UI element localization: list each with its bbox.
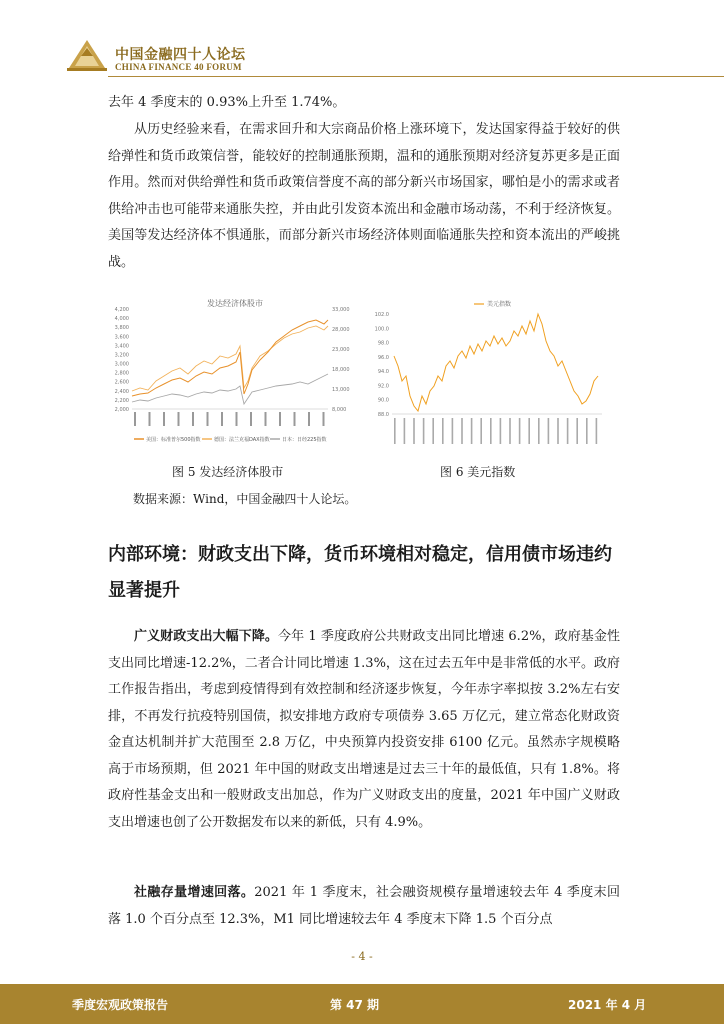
x-tick-label [500,418,502,444]
logo-chinese-text: 中国金融四十人论坛 [115,47,246,63]
legend-usd-index: 美元指数 [487,301,512,308]
paragraph-fiscal [108,624,620,836]
y-tick-label: 96.0 [377,354,389,361]
logo-english-text: CHINA FINANCE 40 FORUM [115,62,242,72]
x-tick-label [192,412,194,426]
y-tick-label: 2,800 [114,370,129,377]
x-tick-label [236,412,238,426]
forum-logo-icon [67,38,107,72]
x-tick-label [308,412,310,426]
x-tick-label [576,418,578,444]
x-tick-label [323,412,325,426]
x-tick-label [404,418,406,444]
x-tick-label [250,412,252,426]
x-tick-label [528,418,530,444]
x-tick-label [509,418,511,444]
paragraph-continued: 去年 4 季度末的 0.93%上升至 1.74%。 [108,95,346,110]
x-tick-label [586,418,588,444]
y-tick-label: 4,200 [114,307,129,313]
x-tick-label [149,412,151,426]
y-tick-label: 88.0 [377,412,389,418]
y2-tick-label: 28,000 [332,327,350,333]
x-tick-label [548,418,550,444]
y2-tick-label: 33,000 [332,307,350,313]
x-tick-label [207,412,209,426]
chart-title: 发达经济体股市 [207,299,263,308]
y2-tick-label: 8,000 [332,407,347,413]
page-header [0,0,724,80]
x-tick-label [490,418,492,444]
footer-report-name: 季度宏观政策报告 [72,998,169,1012]
figure5-caption: 图 5 发达经济体股市 [172,465,284,479]
x-tick-label [394,418,396,444]
y-tick-label: 3,000 [114,361,129,368]
x-tick-label [413,418,415,444]
y2-tick-label: 23,000 [332,347,350,353]
series-usd-index [394,314,598,411]
series-nikkei [132,374,328,404]
y-tick-label: 102.0 [374,312,389,318]
x-tick-label [265,412,267,426]
y-tick-label: 3,400 [114,343,129,350]
footer-issue: 第 47 期 [330,998,380,1012]
y-tick-label: 90.0 [377,397,389,404]
x-tick-label [461,418,463,444]
x-tick-label [567,418,569,444]
paragraph-financing-body: 2021 年 1 季度末，社会融资规模存量增速较去年 4 季度末回落 1.0 个百分点至 12.3%，M1 同比增速较去年 4 季度末下降 1.5 个百分点 [108,885,620,927]
paragraph-lead-financing: 社融存量增速回落。 [134,885,255,900]
y-tick-label: 100.0 [374,326,389,333]
y2-tick-label: 18,000 [332,367,350,373]
x-tick-label [471,418,473,444]
series-sp500 [132,320,328,396]
legend-label: 日本：日经225指数 [282,437,327,443]
footer-date: 2021 年 4 月 [568,998,647,1012]
y2-tick-label: 13,000 [332,387,350,393]
x-tick-label [442,418,444,444]
x-tick-label [294,412,296,426]
section-heading: 内部环境：财政支出下降，货币环境相对稳定，信用债市场违约显著提升 [108,544,612,601]
x-tick-label [221,412,223,426]
x-tick-label [134,412,136,426]
chart-developed-stock-markets [110,296,360,456]
y-tick-label: 94.0 [377,369,389,376]
paragraph-financing [108,880,620,933]
x-tick-label [538,418,540,444]
y-tick-label: 98.0 [377,340,389,347]
data-source-note: 数据来源：Wind，中国金融四十人论坛。 [133,492,357,506]
x-tick-label [279,412,281,426]
header-divider [108,76,724,77]
y-tick-label: 2,000 [114,407,129,413]
x-tick-label [163,412,165,426]
y-tick-label: 92.0 [377,383,389,390]
page-number: - 4 - [351,950,373,963]
y-tick-label: 3,600 [114,334,129,341]
paragraph-lead-fiscal: 广义财政支出大幅下降。 [134,629,279,644]
y-tick-label: 3,800 [114,325,129,332]
y-tick-label: 2,400 [114,388,129,395]
legend-label: 德国：法兰克福DAX指数 [214,437,270,443]
x-tick-label [480,418,482,444]
x-tick-label [452,418,454,444]
page-footer [0,984,724,1024]
figure6-caption: 图 6 美元指数 [440,465,516,479]
chart-usd-index [370,296,610,456]
paragraph-inflation: 从历史经验来看，在需求回升和大宗商品价格上涨环境下，发达国家得益于较好的供给弹性和货币政策信誉，能较好的控制通胀预期，温和的通胀预期对经济复苏更多是正面作用。然而对供给弹性和货币政策信誉度不高的部分新兴市场国家，哪怕是小的需求或者供给冲击也可能带来通胀失控，并由此引发资本流出和金融市场动荡，不利于经济恢复。美国等发达经济体不惧通胀，而部分新兴市场经济体则面临通胀失控和资本流出的严峻挑战。 [108,122,620,270]
x-tick-label [423,418,425,444]
x-tick-label [596,418,598,444]
y-tick-label: 2,600 [114,379,129,386]
y-tick-label: 3,200 [114,352,129,359]
x-tick-label [519,418,521,444]
x-tick-label [178,412,180,426]
x-tick-label [557,418,559,444]
y-tick-label: 4,000 [114,316,129,323]
legend-label: 美国：标准普尔500指数 [146,437,201,443]
paragraph-fiscal-body: 今年 1 季度政府公共财政支出同比增速 6.2%，政府基金性支出同比增速-12.2%，二者合计同比增速 1.3%，这在过去五年中是非常低的水平。政府工作报告指出，考虑到疫情得到有效控制和经济逐步恢复，今年赤字率拟按 3.2%左右安排，不再发行抗疫特别国债，拟安排地方政府专项债券 3.65 万亿元，建立常态化财政资金直达机制并扩大范围至 2.8 万亿，中央预算内投资安排 6100 亿元。虽然赤字规模略高于市场预期，但 2021 年中国的财政支出增速是过去三十年的最低值，只有 1.8%。将政府性基金支出和一般财政支出加总，作为广义财政支出的度量，2021 年中国广义财政支出增速也创了公开数据发布以来的新低，只有 4.9%。 [108,629,620,830]
series-dax [132,326,328,391]
y-tick-label: 2,200 [114,397,129,404]
x-tick-label [432,418,434,444]
